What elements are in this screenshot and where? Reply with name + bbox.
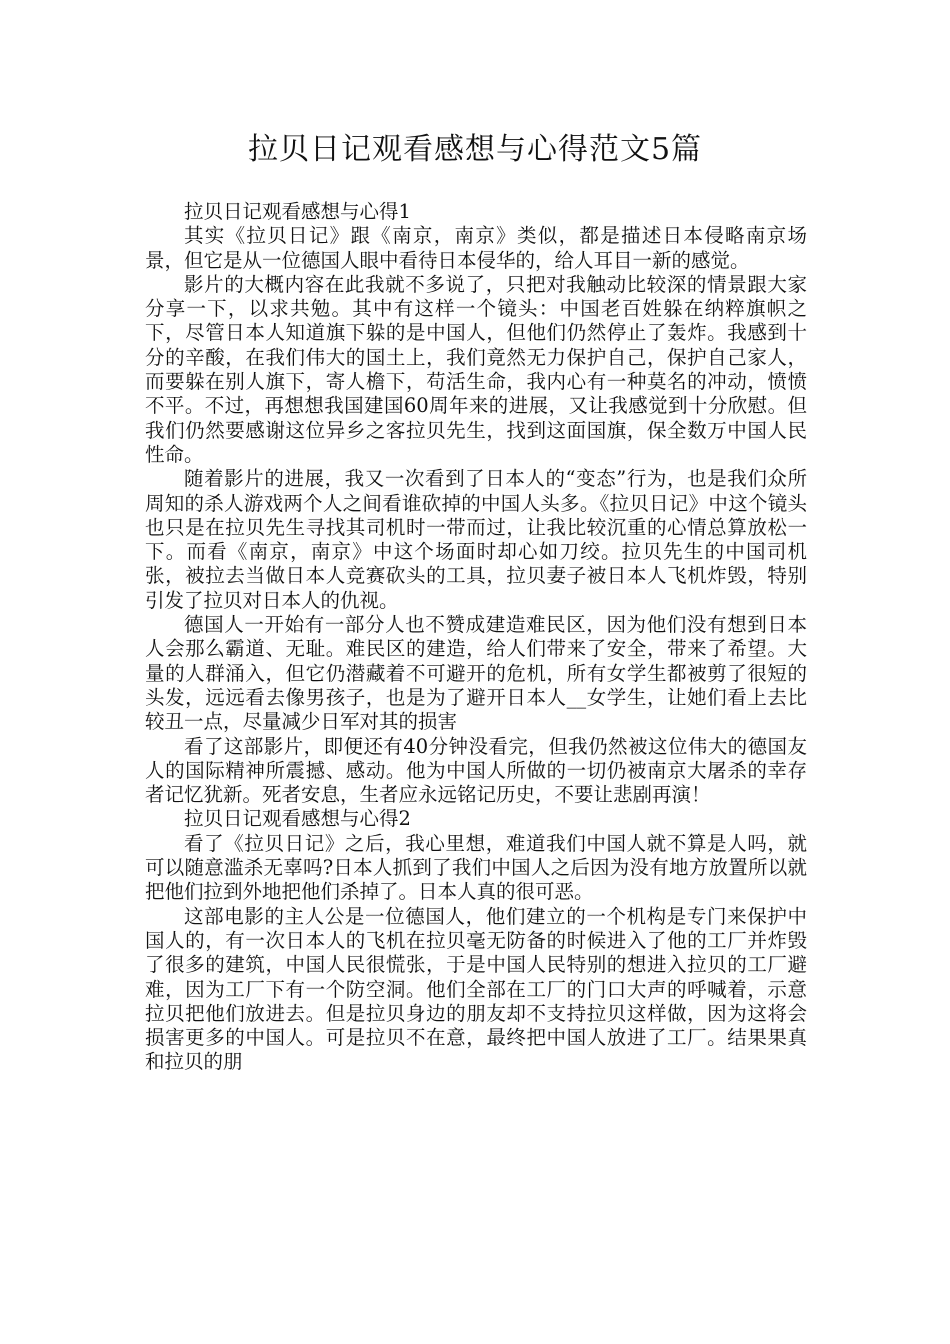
paragraph: 影片的大概内容在此我就不多说了，只把对我触动比较深的情景跟大家分享一下，以求共勉。其中有这样一个镜头：中国老百姓躲在纳粹旗帜之下，尽管日本人知道旗下躲的是中国人，但他们仍然停止了轰炸。我感到十分的辛酸，在我们伟大的国土上，我们竟然无力保护自己，保护自己家人，而要躲在别人旗下，寄人檐下，苟活生命，我内心有一种莫名的冲动，愤愤不平。不过，再想想我国建国60周年来的进展，又让我感觉到十分欣慰。但我们仍然要感谢这位异乡之客拉贝先生，找到这面国旗，保全数万中国人民性命。 bbox=[145, 272, 807, 466]
paragraph: 其实《拉贝日记》跟《南京，南京》类似，都是描述日本侵略南京场景，但它是从一位德国人眼中看待日本侵华的，给人耳目一新的感觉。 bbox=[145, 224, 807, 272]
section-heading-1: 拉贝日记观看感想与心得1 bbox=[184, 200, 411, 223]
document-title: 拉贝日记观看感想与心得范文5篇 bbox=[247, 132, 703, 167]
document-body bbox=[145, 200, 807, 1075]
paragraph: 随着影片的进展，我又一次看到了日本人的“变态”行为，也是我们众所周知的杀人游戏两个人之间看谁砍掉的中国人头多。《拉贝日记》中这个镜头也只是在拉贝先生寻找其司机时一带而过，让我比较沉重的心情总算放松一下。而看《南京，南京》中这个场面时却心如刀绞。拉贝先生的中国司机张，被拉去当做日本人竞赛砍头的工具，拉贝妻子被日本人飞机炸毁，特别引发了拉贝对日本人的仇视。 bbox=[145, 467, 807, 612]
paragraph: 看了这部影片，即便还有40分钟没看完，但我仍然被这位伟大的德国友人的国际精神所震撼、感动。他为中国人所做的一切仍被南京大屠杀的幸存者记忆犹新。死者安息，生者应永远铭记历史，不要让悲剧再演！ bbox=[145, 734, 807, 807]
paragraph: 看了《拉贝日记》之后，我心里想，难道我们中国人就不算是人吗，就可以随意滥杀无辜吗?日本人抓到了我们中国人之后因为没有地方放置所以就把他们拉到外地把他们杀掉了。日本人真的很可恶。 bbox=[145, 831, 807, 904]
paragraph: 德国人一开始有一部分人也不赞成建造难民区，因为他们没有想到日本人会那么霸道、无耻。难民区的建造，给人们带来了安全，带来了希望。大量的人群涌入，但它仍潜藏着不可避开的危机，所有女学生都被剪了很短的头发，远远看去像男孩子，也是为了避开日本人__女学生，让她们看上去比较丑一点，尽量减少日军对其的损害 bbox=[145, 613, 807, 734]
section-heading-2: 拉贝日记观看感想与心得2 bbox=[184, 807, 411, 831]
paragraph: 这部电影的主人公是一位德国人，他们建立的一个机构是专门来保护中国人的，有一次日本人的飞机在拉贝毫无防备的时候进入了他的工厂并炸毁了很多的建筑，中国人民很慌张，于是中国人民特别的想进入拉贝的工厂避难，因为工厂下有一个防空洞。他们全部在工厂的门口大声的呼喊着，示意拉贝把他们放进去。但是拉贝身边的朋友却不支持拉贝这样做，因为这将会损害更多的中国人。可是拉贝不在意，最终把中国人放进了工厂。结果果真和拉贝的朋 bbox=[145, 904, 807, 1074]
